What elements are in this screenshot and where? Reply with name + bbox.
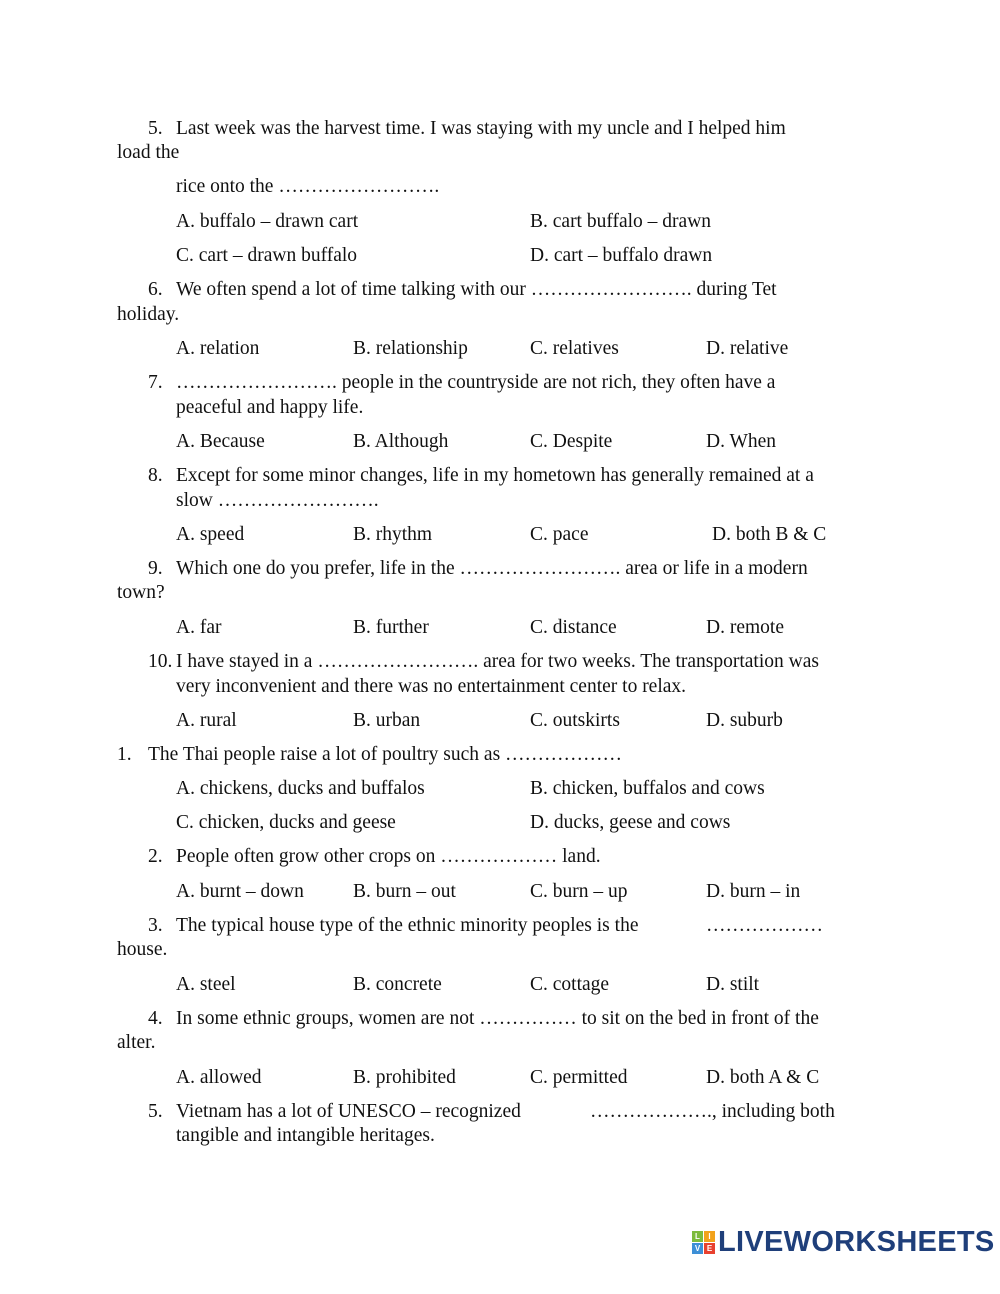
question-text: People often grow other crops on ……………… land. [176,846,601,867]
logo-tile: E [704,1243,715,1254]
answer-option: C. cart – drawn buffalo [176,245,358,266]
answer-option: A. rural [176,710,237,731]
logo-tile: I [704,1231,715,1242]
question-number: 7. [148,372,163,393]
answer-option: D. both B & C [712,524,827,545]
answer-option: B. chicken, buffalos and cows [530,778,765,799]
answer-option: B. urban [353,710,421,731]
answer-option: C. Despite [530,431,613,452]
answer-option: D. cart – buffalo drawn [530,245,713,266]
question-number: 5. [148,118,163,139]
answer-option: B. Although [353,431,449,452]
question-text: Which one do you prefer, life in the ……………………. area or life in a modern [176,558,808,579]
answer-option: C. pace [530,524,589,545]
question-number: 6. [148,279,163,300]
answer-option: A. buffalo – drawn cart [176,211,359,232]
question-text: Vietnam has a lot of UNESCO – recognized [176,1101,521,1122]
answer-option: C. distance [530,617,617,638]
answer-option: A. Because [176,431,265,452]
logo-tile: V [692,1243,703,1254]
question-text: ……………………. people in the countryside are not rich, they often have a [176,372,776,393]
answer-option: A. allowed [176,1067,262,1088]
answer-option: A. far [176,617,222,638]
answer-option: C. chicken, ducks and geese [176,812,396,833]
logo-tiles-icon [692,1231,715,1254]
answer-option: D. suburb [706,710,783,731]
question-text: The typical house type of the ethnic minority peoples is the [176,915,639,936]
question-text: alter. [117,1032,156,1053]
answer-option: B. further [353,617,429,638]
question-text: I have stayed in a ……………………. area for two weeks. The transportation was [176,651,819,672]
answer-option: A. steel [176,974,236,995]
answer-option: C. burn – up [530,881,628,902]
answer-option: B. prohibited [353,1067,456,1088]
answer-option: A. speed [176,524,245,545]
question-text: peaceful and happy life. [176,397,364,418]
answer-option: C. outskirts [530,710,620,731]
question-number: 9. [148,558,163,579]
answer-option: C. permitted [530,1067,628,1088]
answer-option: D. remote [706,617,784,638]
question-text: Last week was the harvest time. I was staying with my uncle and I helped him [176,118,786,139]
question-text: slow ……………………. [176,490,379,511]
logo-text: LIVEWORKSHEETS [718,1225,995,1258]
answer-option: D. stilt [706,974,760,995]
answer-option: B. relationship [353,338,468,359]
answer-option: D. both A & C [706,1067,820,1088]
question-number: 2. [148,846,163,867]
question-text: We often spend a lot of time talking with our ……………………. during Tet [176,279,777,300]
question-text: very inconvenient and there was no entertainment center to relax. [176,676,687,697]
question-text: house. [117,939,168,960]
answer-option: C. cottage [530,974,610,995]
answer-option: D. When [706,431,777,452]
question-text: The Thai people raise a lot of poultry such as ……………… [148,744,623,765]
answer-option: A. relation [176,338,260,359]
answer-option: C. relatives [530,338,619,359]
question-number: 3. [148,915,163,936]
question-text: town? [117,582,165,603]
answer-option: D. relative [706,338,789,359]
question-text: In some ethnic groups, women are not …………… to sit on the bed in front of the [176,1008,819,1029]
question-number: 8. [148,465,163,486]
question-number: 5. [148,1101,163,1122]
question-text: tangible and intangible heritages. [176,1125,435,1146]
question-text: Except for some minor changes, life in my hometown has generally remained at a [176,465,814,486]
logo-tile: L [692,1231,703,1242]
question-text: holiday. [117,304,180,325]
question-text: ………………., including both [590,1101,835,1122]
question-number: 1. [117,744,132,765]
question-number: 4. [148,1008,163,1029]
answer-option: D. ducks, geese and cows [530,812,731,833]
question-number: 10. [148,651,173,672]
answer-option: A. burnt – down [176,881,304,902]
answer-option: A. chickens, ducks and buffalos [176,778,425,799]
answer-option: B. rhythm [353,524,433,545]
answer-option: B. concrete [353,974,442,995]
question-text: rice onto the ……………………. [176,176,440,197]
answer-option: B. burn – out [353,881,456,902]
question-text: load the [117,142,180,163]
question-text: ……………… [706,915,823,936]
answer-option: B. cart buffalo – drawn [530,211,712,232]
liveworksheets-logo [692,1225,995,1258]
answer-option: D. burn – in [706,881,801,902]
